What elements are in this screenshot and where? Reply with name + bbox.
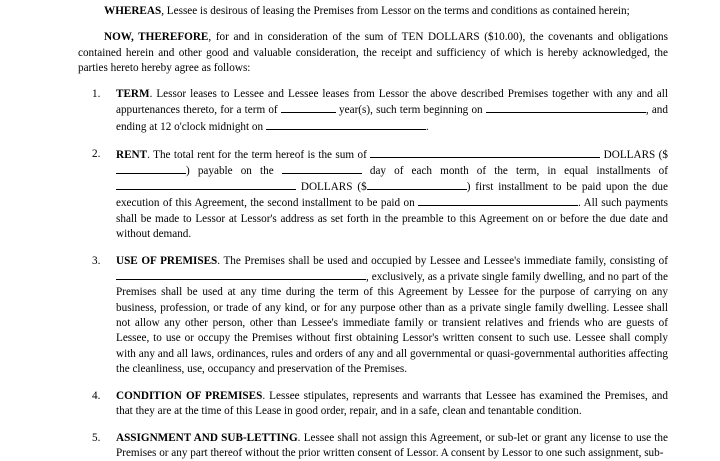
installment-amount-blank[interactable]	[367, 179, 467, 190]
clause-body	[116, 87, 668, 135]
clause-title: CONDITION OF PREMISES	[116, 389, 263, 402]
clause-seg-text: ) first installment to be paid upon the due execution of this Agreement, the second installment to be paid on	[116, 181, 668, 210]
installment-words-blank[interactable]	[116, 179, 296, 190]
clause-item	[78, 254, 668, 377]
clause-seg-text: . Lessor leases to Lessee and Lessee leases from Lessor the above described Premises together with any and all appurtenances thereto, for a term of	[116, 88, 668, 117]
total-rent-amount-blank[interactable]	[116, 163, 186, 174]
clause-title: TERM	[116, 88, 150, 101]
clause-number: 5.	[92, 431, 101, 444]
clause-title: ASSIGNMENT AND SUB-LETTING	[116, 431, 298, 444]
clause-number: 4.	[92, 389, 101, 402]
clause-seg-text: . Lessee stipulates, represents and warrants that Lessee has examined the Premises, and that they are at the time of this Lease in good order, repair, and in a safe, clean and tenantable condition.	[116, 389, 668, 418]
clause-seg-text: ) payable on the	[186, 164, 282, 177]
now-therefore-paragraph	[78, 30, 668, 76]
clause-seg-text: . The Premises shall be used and occupied by Lessee and Lessee's immediate family, consisting of	[217, 254, 668, 267]
total-rent-words-blank[interactable]	[370, 147, 600, 158]
clause-body	[116, 147, 668, 243]
now-therefore-text: , for and in consideration of the sum of TEN DOLLARS ($10.00), the covenants and obligations contained herein and other good and valuable consideration, the receipt and sufficiency of which is hereby acknowledged, the parties hereto hereby agree as follows:	[78, 31, 668, 74]
clause-body	[116, 254, 668, 377]
term-years-blank[interactable]	[281, 102, 336, 113]
clause-list	[78, 87, 668, 461]
clause-number: 1.	[92, 88, 101, 101]
clause-body	[116, 431, 668, 461]
clause-seg-text: year(s), such term beginning on	[335, 104, 486, 117]
clause-title: USE OF PREMISES	[116, 254, 218, 267]
whereas-text: , Lessee is desirous of leasing the Premises from Lessor on the terms and conditions as contained herein;	[161, 5, 630, 17]
clause-number: 2.	[92, 147, 101, 160]
occupants-blank[interactable]	[116, 269, 366, 280]
term-end-blank[interactable]	[266, 119, 426, 130]
second-installment-date-blank[interactable]	[418, 195, 578, 206]
clause-item	[78, 147, 668, 243]
clause-item	[78, 389, 668, 420]
clause-item	[78, 431, 668, 461]
clause-seg-text: .	[425, 120, 429, 133]
clause-item	[78, 87, 668, 135]
term-start-blank[interactable]	[486, 102, 646, 113]
clause-seg-text: , and ending at 12 o'clock midnight on	[116, 104, 668, 133]
clause-seg-text: . All such payments shall be made to Lessor at Lessor's address as set forth in the preamble to this Agreement on or before the due date and without demand.	[116, 197, 669, 241]
whereas-paragraph	[78, 4, 668, 19]
whereas-lead: WHEREAS	[104, 5, 162, 17]
clause-seg-text: day of each month of the term, in equal installments of	[361, 164, 668, 177]
clause-seg-text: . The total rent for the term hereof is the sum of	[147, 148, 371, 161]
clause-seg-text: . Lessee shall not assign this Agreement, or sub-let or grant any license to use the Premises or any part thereof without the prior written consent of Lessor. A consent by Lessor to one such assignment, sub-	[116, 431, 668, 460]
now-therefore-lead: NOW, THEREFORE	[104, 31, 209, 44]
clause-body	[116, 389, 668, 420]
clause-title: RENT	[116, 148, 148, 161]
rent-due-day-blank[interactable]	[282, 163, 362, 174]
clause-seg-text: , exclusively, as a private single family dwelling, and no part of the Premises shall be used at any time during the term of this Agreement by Lessee for the purpose of carrying on any business, profession, or trade of any kind, or for any purpose other than as a private single family dwelling. Lessee shall not allow any other person, other than Lessee's immediate family or transient relatives and friends who are guests of Lessee, to use or occupy the Premises without first obtaining Lessor's written consent to such use. Lessee shall comply with any and all laws, ordinances, rules and orders of any and all governmental or quasi-governmental authorities affecting the cleanliness, use, occupancy and preservation of the Premises.	[116, 271, 668, 375]
clause-seg-text: DOLLARS ($	[600, 148, 668, 161]
clause-number: 3.	[92, 254, 101, 267]
clause-seg-text: DOLLARS ($	[296, 181, 367, 194]
